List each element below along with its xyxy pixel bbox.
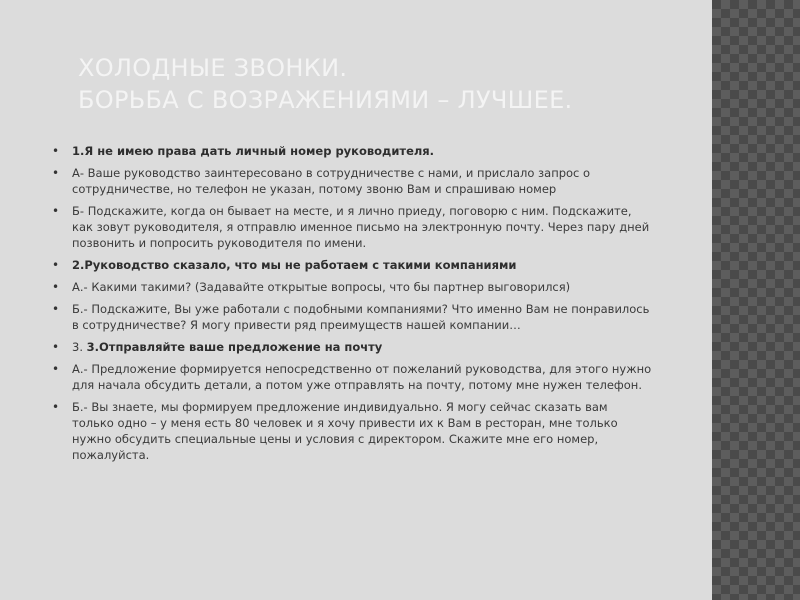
slide-title <box>78 52 698 116</box>
list-item <box>52 203 652 251</box>
list-item <box>52 165 652 197</box>
bullet-icon: • <box>52 144 60 158</box>
bullet-icon: • <box>52 280 60 294</box>
list-item <box>52 301 652 333</box>
decorative-pattern-strip <box>712 0 800 600</box>
title-line-1: ХОЛОДНЫЕ ЗВОНКИ. <box>78 54 348 82</box>
item-text: Б.- Подскажите, Вы уже работали с подобными компаниями? Что именно Вам не понравилось в сотрудничестве? Я могу привести ряд преимуществ нашей компании… <box>72 302 650 332</box>
item-text: А.- Какими такими? (Задавайте открытые вопросы, что бы партнер выговорился) <box>72 280 571 294</box>
list-item <box>52 143 652 159</box>
bullet-icon: • <box>52 362 60 376</box>
list-item <box>52 257 652 273</box>
slide-body <box>52 143 652 469</box>
bullet-icon: • <box>52 258 60 272</box>
item-text: Б.- Вы знаете, мы формируем предложение индивидуально. Я могу сейчас сказать вам только одно – у меня есть 80 человек и я хочу привести их к Вам в ресторан, мне только нужно обсудить специальные цены и условия с директором. Скажите мне его номер, пожалуйста. <box>72 400 618 462</box>
title-line-2: БОРЬБА С ВОЗРАЖЕНИЯМИ – ЛУЧШЕЕ. <box>78 86 573 114</box>
item-text: А.- Предложение формируется непосредственно от пожеланий руководства, для этого нужно для начала обсудить детали, а потом уже отправлять на почту, потому мне нужен телефон. <box>72 362 652 392</box>
list-item <box>52 399 652 463</box>
bullet-icon: • <box>52 204 60 218</box>
list-item <box>52 279 652 295</box>
list-item <box>52 361 652 393</box>
bullet-icon: • <box>52 166 60 180</box>
bullet-icon: • <box>52 340 60 354</box>
item-text: 1.Я не имею права дать личный номер руководителя. <box>72 144 435 158</box>
item-text: А- Ваше руководство заинтересовано в сотрудничестве с нами, и прислало запрос о сотрудничестве, но телефон не указан, потому звоню Вам и спрашиваю номер <box>72 166 591 196</box>
bullet-icon: • <box>52 302 60 316</box>
item-text: Б- Подскажите, когда он бывает на месте, и я лично приеду, поговорю с ним. Подскажите, как зовут руководителя, я отправлю именное письмо на электронную почту. Через пару дней позвонить и попросить руководителя по имени. <box>72 204 650 250</box>
bullet-icon: • <box>52 400 60 414</box>
item-prefix: 3. <box>72 340 87 354</box>
list-item <box>52 339 652 355</box>
item-text: 3.Отправляйте ваше предложение на почту <box>86 340 383 354</box>
item-text: 2.Руководство сказало, что мы не работаем с такими компаниями <box>72 258 517 272</box>
